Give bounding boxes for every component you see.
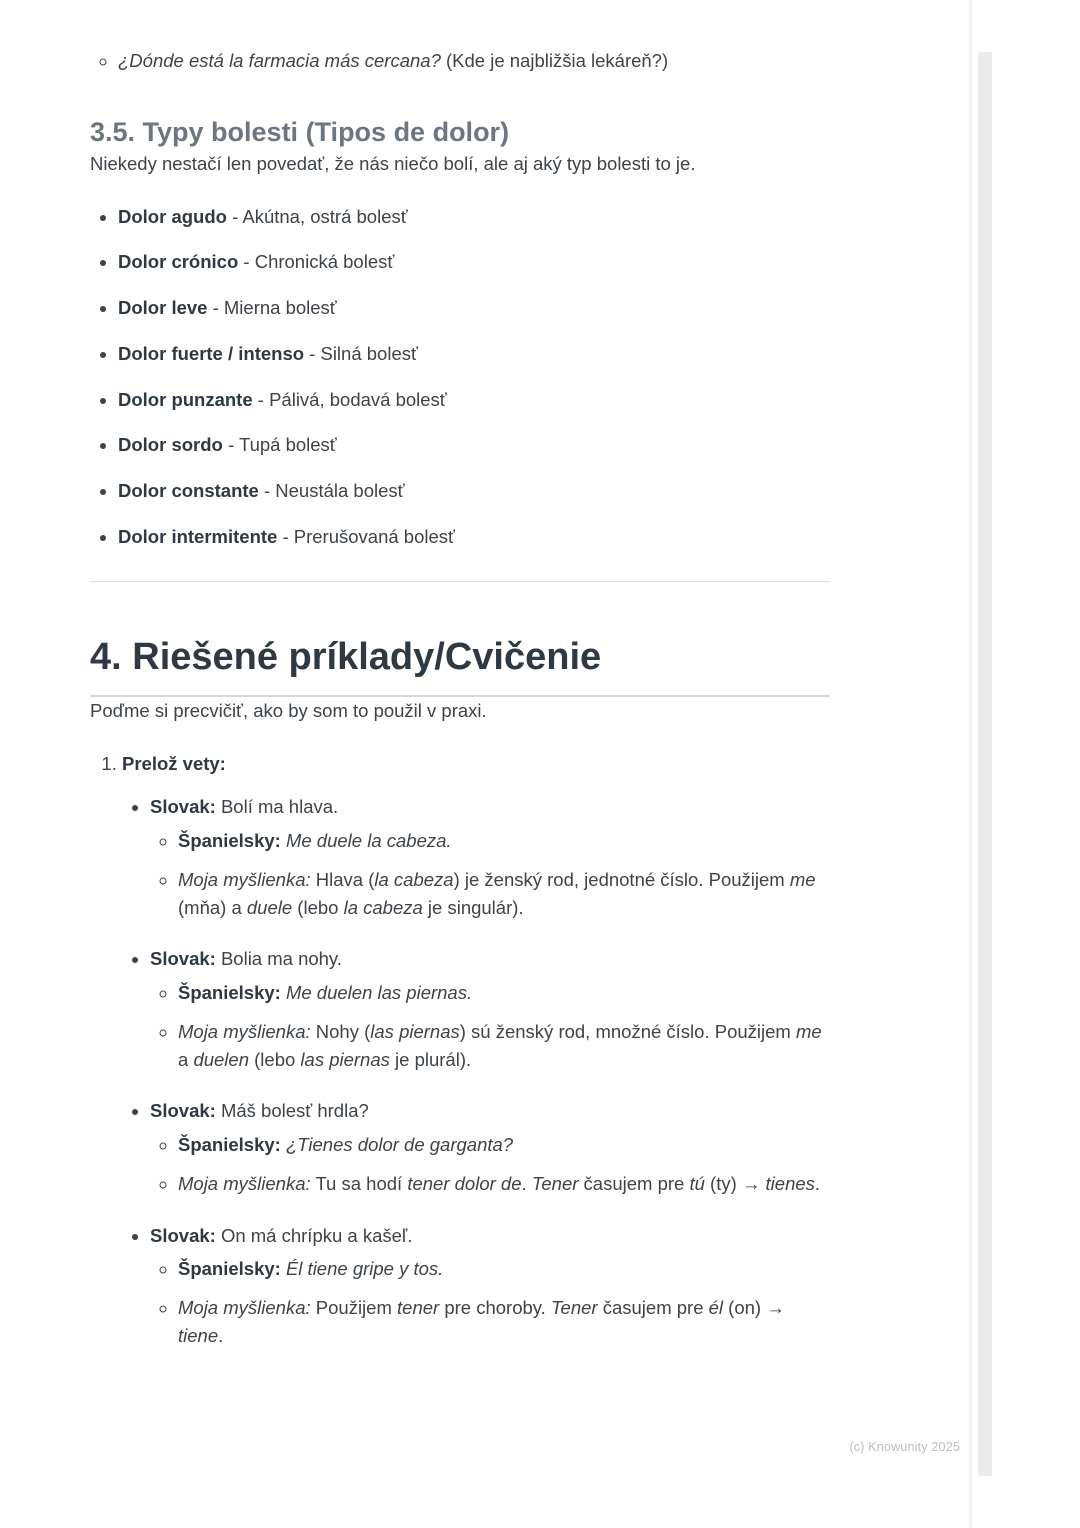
example-details <box>150 1131 830 1198</box>
definition: - Prerušovaná bolesť <box>277 525 455 547</box>
list-item <box>118 294 830 322</box>
example-details <box>150 979 830 1073</box>
slovak-label: Slovak: <box>150 948 216 970</box>
slovak-sentence: Máš bolesť hrdla? <box>215 1100 369 1122</box>
section-4-intro: Poďme si precvičiť, ako by som to použil v praxi. <box>90 700 487 722</box>
section-divider <box>90 581 830 582</box>
section-3-5-intro: Niekedy nestačí len povedať, že nás niečo bolí, ale aj aký typ bolesti to je. <box>90 152 696 174</box>
slovak-label: Slovak: <box>150 796 216 818</box>
term: Dolor punzante <box>118 388 253 410</box>
thought-text: Tu sa hodí tener dolor de. Tener časujem pre tú (ty) → tienes. <box>310 1172 821 1194</box>
list-item <box>118 386 830 414</box>
spanish-sentence: Me duele la cabeza. <box>285 830 452 852</box>
list-item <box>150 793 830 921</box>
document-content <box>90 0 830 1374</box>
definition: - Silná bolesť <box>304 342 418 364</box>
definition: - Pálivá, bodavá bolesť <box>252 388 447 410</box>
example-details <box>150 1255 830 1349</box>
spanish-label: Španielsky: <box>178 1258 281 1280</box>
top-carryover-list <box>90 47 830 75</box>
spanish-sentence: Me duelen las piernas. <box>285 982 473 1004</box>
list-item <box>150 1097 830 1197</box>
spanish-phrase: ¿Dónde está la farmacia más cercana? <box>118 50 441 71</box>
term: Dolor crónico <box>118 251 239 273</box>
spanish-sentence: Él tiene gripe y tos. <box>285 1258 444 1280</box>
spanish-sentence: ¿Tienes dolor de garganta? <box>285 1134 514 1156</box>
slovak-label: Slovak: <box>150 1100 216 1122</box>
slovak-sentence: On má chrípku a kašeľ. <box>215 1224 413 1246</box>
thought-text: Hlava (la cabeza) je ženský rod, jednotné číslo. Použijem me (mňa) a duele (lebo la cabeza je singulár). <box>178 868 816 918</box>
spanish-label: Španielsky: <box>178 1134 281 1156</box>
copyright-watermark: (c) Knowunity 2025 <box>849 1440 960 1454</box>
slovak-translation: (Kde je najbližšia lekáreň?) <box>446 50 669 71</box>
list-item <box>118 248 830 276</box>
thought-label: Moja myšlienka: <box>178 1020 311 1042</box>
list-item <box>118 477 830 505</box>
definition: - Akútna, ostrá bolesť <box>226 205 408 227</box>
list-item <box>150 945 830 1073</box>
thought-label: Moja myšlienka: <box>178 1172 311 1194</box>
list-item <box>118 203 830 231</box>
list-item <box>118 47 830 75</box>
term: Dolor sordo <box>118 434 223 456</box>
term: Dolor fuerte / intenso <box>118 342 305 364</box>
list-item <box>118 431 830 459</box>
definition: - Neustála bolesť <box>258 480 405 502</box>
term: Dolor agudo <box>118 205 227 227</box>
list-item <box>178 1170 830 1198</box>
pain-types-list <box>90 203 830 551</box>
scrollbar-thumb[interactable] <box>978 52 992 1476</box>
thought-text: Nohy (las piernas) sú ženský rod, množné číslo. Použijem me a duelen (lebo las piernas je plurál). <box>178 1020 822 1070</box>
list-item <box>178 979 830 1007</box>
list-item <box>178 1294 830 1350</box>
list-item <box>178 866 830 922</box>
term: Dolor intermitente <box>118 525 278 547</box>
section-4-heading: 4. Riešené príklady/Cvičenie <box>90 634 830 698</box>
list-item <box>122 750 830 1350</box>
list-item <box>178 1018 830 1074</box>
definition: - Chronická bolesť <box>238 251 395 273</box>
section-3-5-heading: 3.5. Typy bolesti (Tipos de dolor) <box>90 116 510 147</box>
example-details <box>150 827 830 921</box>
exercise-list <box>90 750 830 1350</box>
definition: - Mierna bolesť <box>207 297 337 319</box>
list-item <box>178 827 830 855</box>
list-item <box>150 1222 830 1350</box>
list-item <box>118 523 830 551</box>
thought-text: Použijem tener pre choroby. Tener časujem pre él (on) → tiene. <box>178 1297 785 1346</box>
task-label: Prelož vety: <box>122 752 226 774</box>
spanish-label: Španielsky: <box>178 982 281 1004</box>
slovak-sentence: Bolí ma hlava. <box>215 796 339 818</box>
thought-label: Moja myšlienka: <box>178 1297 311 1319</box>
term: Dolor leve <box>118 297 208 319</box>
list-item <box>118 340 830 368</box>
term: Dolor constante <box>118 480 259 502</box>
thought-label: Moja myšlienka: <box>178 868 311 890</box>
list-item <box>178 1131 830 1159</box>
list-item <box>178 1255 830 1283</box>
slovak-label: Slovak: <box>150 1224 216 1246</box>
slovak-sentence: Bolia ma nohy. <box>215 948 342 970</box>
definition: - Tupá bolesť <box>222 434 337 456</box>
spanish-label: Španielsky: <box>178 830 281 852</box>
translation-examples <box>122 793 830 1349</box>
